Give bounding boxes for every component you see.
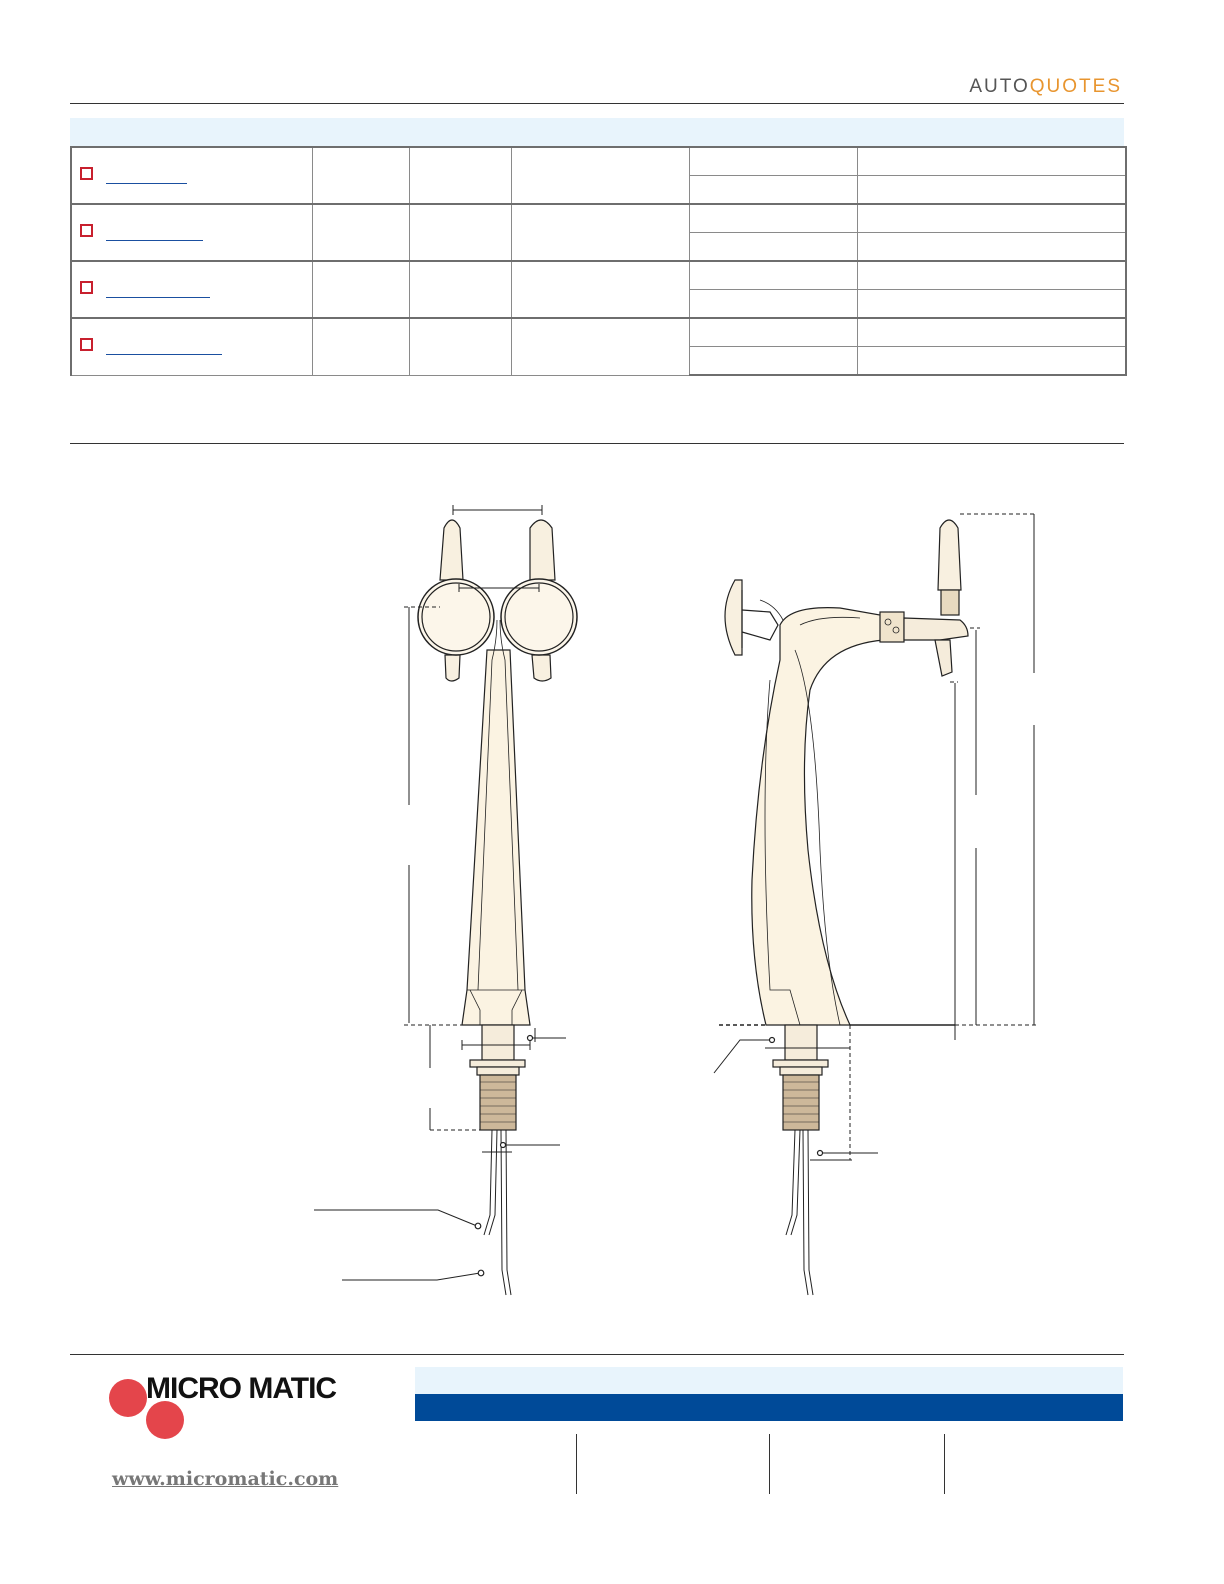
options-table	[70, 146, 1127, 376]
option-checkbox[interactable]	[80, 224, 93, 237]
option-cell	[71, 204, 312, 261]
tap-tower-drawing	[300, 490, 1080, 1310]
footer-band-dark	[415, 1394, 1123, 1421]
autoquotes-quotes: QUOTES	[1029, 76, 1122, 97]
autoquotes-logo	[969, 76, 1122, 98]
front-view	[314, 505, 577, 1295]
model-link[interactable]	[106, 297, 210, 298]
logo-text: MICRO MATIC	[146, 1372, 337, 1405]
side-view	[714, 514, 1036, 1295]
option-cell	[71, 261, 312, 318]
option-cell	[71, 318, 312, 375]
option-checkbox[interactable]	[80, 281, 93, 294]
table-row	[71, 261, 1126, 290]
model-link[interactable]	[106, 240, 203, 241]
table-header-band	[70, 118, 1124, 146]
header-rule	[70, 103, 1124, 104]
option-checkbox[interactable]	[80, 167, 93, 180]
autoquotes-auto: AUTO	[969, 76, 1030, 97]
table-row	[71, 147, 1126, 176]
model-link[interactable]	[106, 183, 187, 184]
option-checkbox[interactable]	[80, 338, 93, 351]
table-row	[71, 318, 1126, 347]
footer-divider	[944, 1434, 945, 1494]
footer-divider	[576, 1434, 577, 1494]
table-row	[71, 204, 1126, 233]
model-link[interactable]	[106, 354, 222, 355]
footer-band-light	[415, 1367, 1123, 1394]
option-cell	[71, 147, 312, 204]
footer-divider	[769, 1434, 770, 1494]
section-rule	[70, 443, 1124, 444]
footer-rule	[70, 1354, 1124, 1355]
micro-matic-logo	[108, 1370, 358, 1445]
website-link[interactable]: www.micromatic.com	[112, 1468, 339, 1490]
